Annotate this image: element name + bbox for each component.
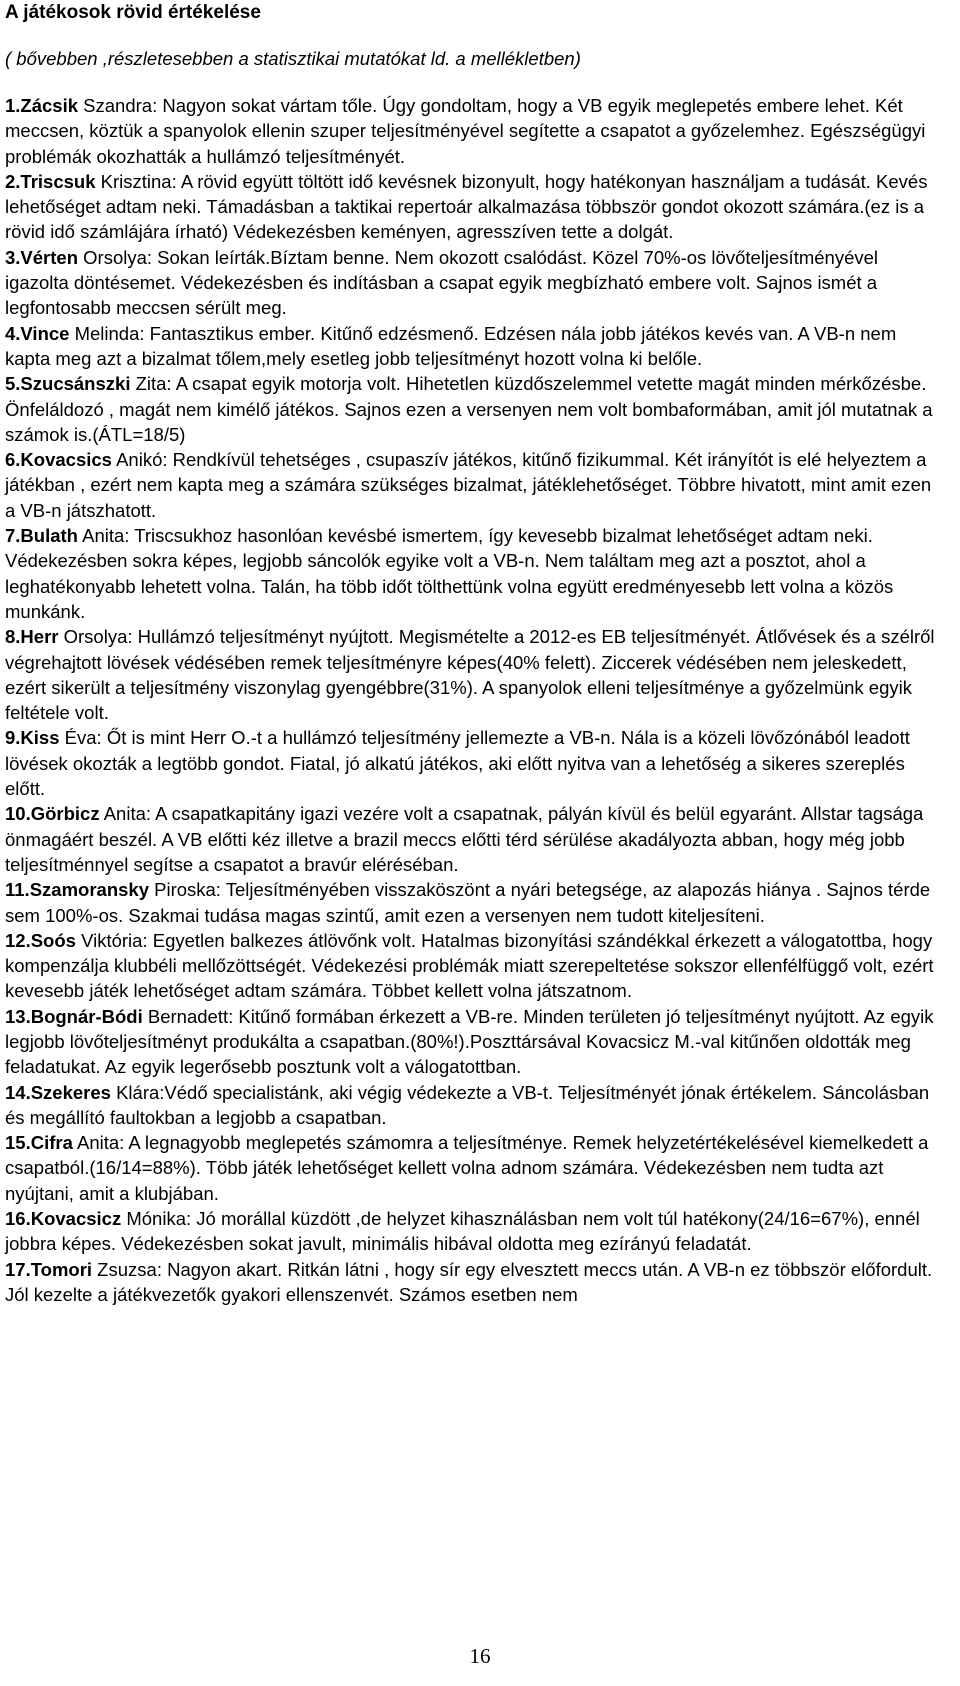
player-entry (5, 1004, 945, 1080)
player-entry (5, 447, 945, 523)
page-number: 16 (469, 1644, 491, 1668)
player-name: 10.Görbicz (5, 803, 100, 825)
player-name: 1.Zácsik (5, 95, 79, 116)
player-evaluation: Anikó: Rendkívül tehetséges , csupaszív játékos, kitűnő fizikummal. Két irányítót is elé helyeztem a játékban , ezért nem kapta meg a számára szükséges bizalmat, játéklehetőséget. Többre hivatott, mint amit ezen a VB-n játszhatott. (5, 449, 932, 521)
player-entry (5, 928, 945, 1004)
player-evaluation: Éva: Őt is mint Herr O.-t a hullámzó teljesítmény jellemezte a VB-n. Nála is a közeli lövőzónából leadott lövések okozták a legtöbb gondot. Fiatal, jó alkatú játékos, aki előtt nyitva van a lehetőség a sikeres szereplés előtt. (5, 727, 910, 800)
player-evaluation: Anita: Triscsukhoz hasonlóan kevésbé ismertem, így kevesebb bizalmat lehetőséget adtam neki. Védekezésben sokra képes, legjobb sáncolók egyike volt a VB-n. Nem találtam meg azt a posztot, ahol a leghatékonyabb lehetett volna. Talán, ha több időt tölthettünk volna együtt eredményesebb lett volna a közös munkánk. (5, 525, 894, 622)
player-evaluation: Krisztina: A rövid együtt töltött idő kevésnek bizonyult, hogy hatékonyan használjam a tudását. Kevés lehetőséget adtam neki. Támadásban a taktikai repertoár alkalmazása többször gondot okozott számára.(ez is a rövid idő számlájára írható) Védekezésben keményen, agresszíven tette a dolgát. (5, 170, 928, 243)
player-entry (5, 1080, 945, 1131)
player-evaluation: Orsolya: Sokan leírták.Bíztam benne. Nem okozott csalódást. Közel 70%-os lövőteljesítményével igazolta döntésemet. Védekezésben és indításban a csapat egyik megbízható embere volt. Sajnos ismét a legfontosabb meccsen sérült meg. (5, 246, 879, 319)
player-name: 17.Tomori (5, 1258, 93, 1280)
player-evaluation: Szandra: Nagyon sokat vártam tőle. Úgy gondoltam, hogy a VB egyik meglepetés embere lehet. Két meccsen, köztük a spanyolok ellenin szuper teljesítményével segítette a csapatot a győzelemhez. Egészségügyi problémák okozhatták a hullámzó teljesítményét. (5, 95, 926, 167)
player-name: 13.Bognár-Bódi (5, 1005, 143, 1027)
player-entry (5, 877, 945, 928)
player-name: 11.Szamoransky (5, 879, 149, 901)
page-subtitle: ( bővebben ,részletesebben a statisztikai mutatókat ld. a mellékletben) (5, 48, 581, 69)
player-evaluation: Bernadett: Kitűnő formában érkezett a VB-re. Minden területen jó teljesítményt nyújtott. Az egyik legjobb lövőteljesítményt produkálta a csapatban.(80%!).Poszttársával Kovacsicz M.-val kitűnően oldották meg feladatukat. Az egyik legerősebb posztunk volt a válogatottban. (5, 1005, 934, 1078)
player-evaluation: Klára:Védő specialistánk, aki végig védekezte a VB-t. Teljesítményét jónak értékelem. Sáncolásban és megállító faultokban a legjobb a csapatban. (5, 1081, 930, 1128)
evaluation-list (5, 93, 945, 1307)
player-entry (5, 1257, 945, 1308)
player-evaluation: Zsuzsa: Nagyon akart. Ritkán látni , hogy sír egy elvesztett meccs után. A VB-n ez többször előfordult. Jól kezelte a játékvezetők gyakori ellenszenvét. Számos esetben nem (5, 1258, 933, 1305)
player-entry (5, 169, 945, 245)
player-name: 12.Soós (5, 929, 76, 951)
player-name: 5.Szucsánszki (5, 373, 131, 395)
player-evaluation: Orsolya: Hullámzó teljesítményt nyújtott. Megismételte a 2012-es EB teljesítményét. Átlővések és a szélről végrehajtott lövések védésében remek teljesítményre képes(40% felett). Ziccerek védésében nem jeleskedett, ezért sikerült a teljesítmény viszonylag gyengébbre(31%). A spanyolok elleni teljesítménye a győzelmünk egyik feltétele volt. (5, 626, 935, 724)
player-name: 4.Vince (5, 322, 70, 344)
player-entry (5, 624, 945, 725)
player-name: 16.Kovacsicz (5, 1208, 122, 1230)
player-name: 14.Szekeres (5, 1081, 111, 1103)
player-evaluation: Anita: A legnagyobb meglepetés számomra a teljesítménye. Remek helyzetértékelésével kiemelkedett a csapatból.(16/14=88%). Több játék lehetőséget kellett volna adnom számára. Védekezésben nem tudta azt nyújtani, amit a klubjában. (5, 1132, 929, 1204)
player-evaluation: Viktória: Egyetlen balkezes átlövőnk volt. Hatalmas bizonyítási szándékkal érkezett a válogatottba, hogy kompenzálja klubbéli mellőzöttségét. Védekezési problémák miatt szerepeltetése sokszor ellenfélfüggő volt, ezért kevesebb játék lehetőséget adtam számára. Többet kellett volna játszatnom. (5, 929, 934, 1002)
page-title: A játékosok rövid értékelése (5, 2, 261, 23)
player-name: 3.Vérten (5, 246, 79, 268)
player-entry (5, 93, 945, 169)
player-entry (5, 245, 945, 321)
player-entry (5, 801, 945, 877)
player-evaluation: Melinda: Fantasztikus ember. Kitűnő edzésmenő. Edzésen nála jobb játékos kevés van. A VB-n nem kapta meg azt a bizalmat tőlem,mely esetleg jobb teljesítményt hozott volna ki belőle. (5, 322, 897, 369)
player-evaluation: Anita: A csapatkapitány igazi vezére volt a csapatnak, pályán kívül és belül egyaránt. Allstar tagsága önmagáért beszél. A VB előtti kéz illetve a brazil meccs előtti térd sérülése akadályozta abban, hogy még jobb teljesítménnyel segítse a csapatot a bravúr eléréséban. (5, 803, 924, 875)
player-evaluation: Zita: A csapat egyik motorja volt. Hihetetlen küzdőszelemmel vetette magát minden mérkőzésbe. Önfeláldozó , magát nem kimélő játékos. Sajnos ezen a versenyen nem volt bombaformában, amit jól mutatnak a számok is.(ÁTL=18/5) (5, 373, 933, 445)
player-entry (5, 1206, 945, 1257)
player-name: 9.Kiss (5, 727, 60, 749)
player-name: 6.Kovacsics (5, 449, 112, 471)
player-name: 7.Bulath (5, 525, 78, 547)
player-name: 8.Herr (5, 626, 59, 648)
player-entry (5, 321, 945, 372)
player-entry (5, 523, 945, 624)
player-entry (5, 371, 945, 447)
player-name: 15.Cifra (5, 1132, 73, 1154)
player-entry (5, 725, 945, 801)
player-name: 2.Triscsuk (5, 170, 96, 192)
player-evaluation: Piroska: Teljesítményében visszaköszönt a nyári betegsége, az alapozás hiánya . Sajnos térde sem 100%-os. Szakmai tudása magas szintű, amit ezen a versenyen nem tudott kiteljesíteni. (5, 879, 931, 926)
player-entry (5, 1130, 945, 1206)
player-evaluation: Mónika: Jó morállal küzdött ,de helyzet kihasználásban nem volt túl hatékony(24/16=67%), ennél jobbra képes. Védekezésben sokat javult, minimális hibával oldotta meg ezírányú feladatát. (5, 1208, 920, 1255)
